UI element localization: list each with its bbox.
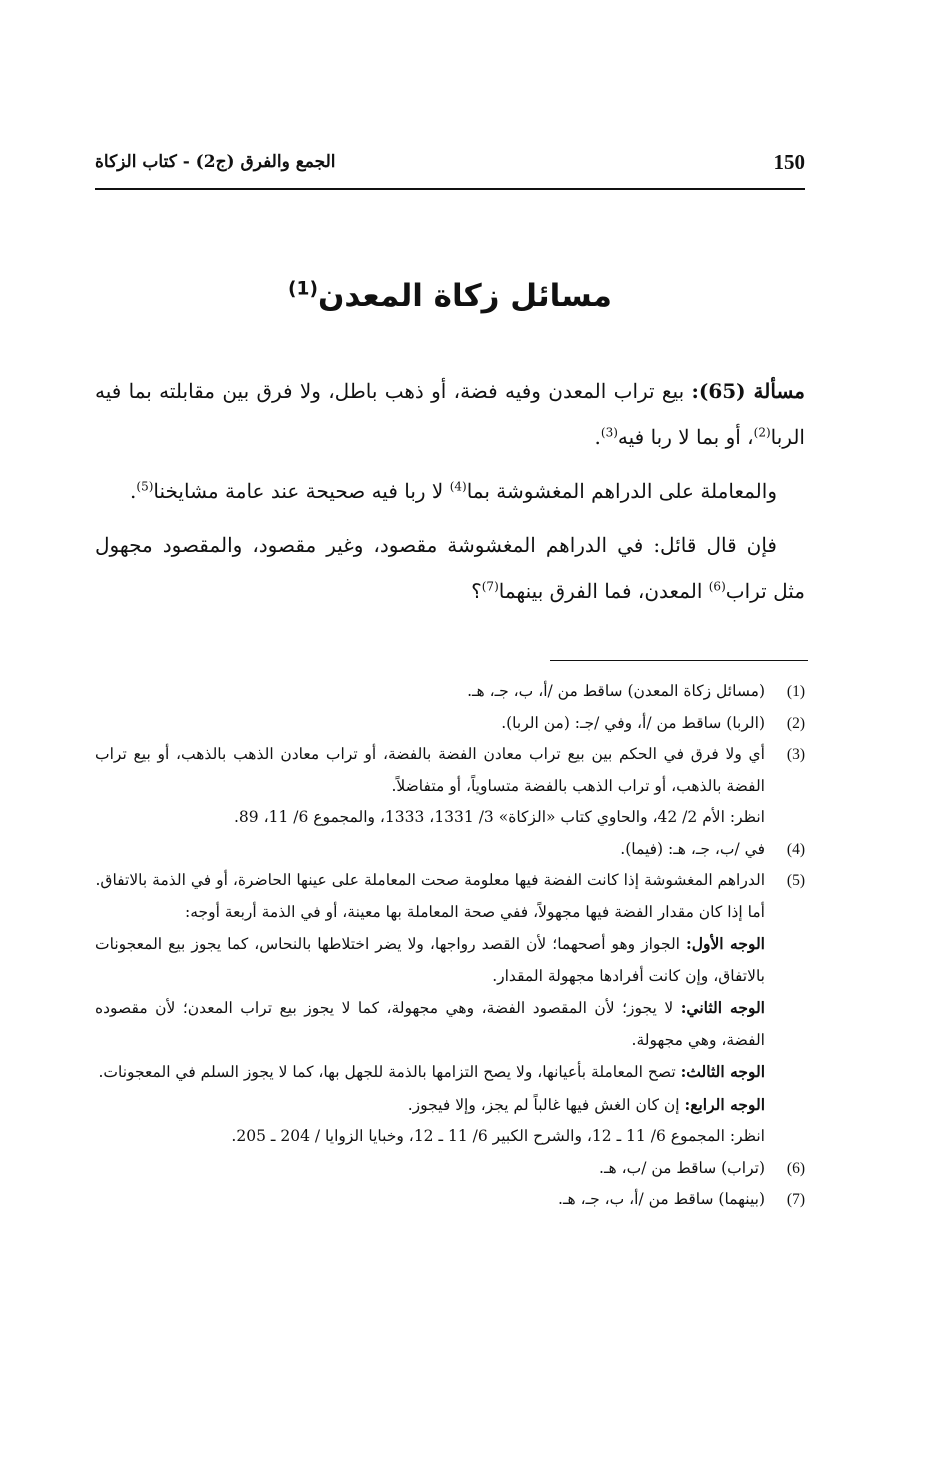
- footnote-line: أما إذا كان مقدار الفضة فيها مجهولاً، ففي صحة المعاملة بها معينة، أو في الذمة أربعة أوجه:: [184, 902, 765, 921]
- wajh-text: الجواز وهو أصحهما؛ لأن القصد رواجها، ولا يضر اختلاطها بالنحاس، كما يجوز بيع المعجونات بالاتفاق، وإن كانت أفرادها مجهولة المقدار.: [95, 935, 765, 985]
- body-text: [95, 368, 805, 622]
- paragraph-text: فإن قال قائل: في الدراهم المغشوشة مقصود، وغير مقصود، والمقصود مجهول مثل تراب: [95, 533, 805, 603]
- wajh-4: [95, 1089, 765, 1122]
- paragraph-text: ؟: [471, 579, 482, 603]
- footnote-text: (الربا) ساقط من /أ، وفي /جـ: (من الربا).: [501, 713, 765, 732]
- running-header: [95, 150, 805, 186]
- footnote-number: (2): [786, 714, 805, 732]
- wajh-label: الوجه الثاني:: [680, 998, 765, 1017]
- wajh-label: الوجه الرابع:: [684, 1094, 765, 1114]
- chapter-title: [95, 278, 805, 314]
- footnote-number: (7): [786, 1191, 805, 1208]
- wajh-text: تصح المعاملة بأعيانها، ولا يصح التزامها بالذمة للجهل بها، كما لا يجوز السلم في المعجونات.: [98, 1063, 681, 1081]
- footnote-separator: [550, 660, 808, 661]
- paragraph-text: لا ربا فيه صحيحة عند عامة مشايخنا: [153, 479, 450, 503]
- footnote-number: (1): [786, 683, 805, 700]
- footnote-text: (بينهما) ساقط من /أ، ب، جـ، هـ.: [558, 1190, 765, 1208]
- footnote-ref: (6): [708, 579, 726, 594]
- masala-label: مسألة (65):: [691, 379, 806, 403]
- wajh-label: الوجه الأول:: [685, 934, 765, 953]
- footnote-reference-line: انظر: المجموع 6/ 11 ـ 12، والشرح الكبير 6/ 11 ـ 12، وخبايا الزوايا / 204 ـ 205.: [231, 1127, 765, 1145]
- paragraph-muamala: [95, 468, 805, 514]
- footnote-line: الدراهم المغشوشة إذا كانت الفضة فيها معلومة صحت المعاملة على عينها الحاضرة، أو في الذمة بالاتفاق.: [95, 871, 765, 889]
- wajh-text: إن كان الغش فيها غالباً لم يجز، وإلا فيجوز.: [407, 1095, 685, 1114]
- paragraph-question: [95, 522, 805, 614]
- footnote-6: [95, 1153, 805, 1185]
- paragraph-masala-65: [95, 368, 805, 460]
- footnote-reference-line: انظر: الأم 2/ 42، والحاوي كتاب «الزكاة» 3/ 1331، 1333، والمجموع 6/ 11، 89.: [233, 808, 765, 826]
- footnote-ref: (7): [481, 579, 499, 594]
- paragraph-text: المعدن، فما الفرق بينهما: [498, 579, 709, 603]
- wajh-2: [95, 992, 765, 1056]
- header-rule: [95, 188, 805, 190]
- paragraph-text: .: [130, 479, 137, 503]
- running-title: الجمع والفرق (ج2) - كتاب الزكاة: [95, 152, 336, 172]
- paragraph-text: بيع تراب المعدن وفيه فضة، أو ذهب باطل، ولا فرق بين مقابلته بما فيه الربا: [95, 379, 805, 449]
- footnote-text: [95, 865, 765, 1153]
- footnote-2: [95, 708, 805, 740]
- footnote-3: [95, 739, 805, 834]
- page-number: 150: [773, 150, 805, 174]
- footnote-number: (3): [786, 746, 805, 763]
- footnote-text: في /ب، جـ، هـ: (فيما).: [620, 839, 765, 858]
- wajh-1: [95, 928, 765, 992]
- footnote-5: [95, 865, 805, 1153]
- footnote-ref: (1): [288, 278, 318, 300]
- footnote-number: (4): [786, 840, 805, 858]
- footnote-number: (5): [786, 872, 805, 889]
- footnote-ref: (2): [753, 425, 771, 440]
- paragraph-text: ، أو بما لا ربا فيه: [617, 425, 754, 449]
- chapter-title-text: مسائل زكاة المعدن: [317, 278, 612, 314]
- paragraph-text: والمعاملة على الدراهم المغشوشة بما: [466, 479, 777, 503]
- footnote-4: [95, 834, 805, 866]
- footnote-number: (6): [786, 1159, 805, 1177]
- footnote-7: [95, 1184, 805, 1216]
- footnote-text: (تراب) ساقط من /ب، هـ.: [599, 1158, 765, 1177]
- footnotes: [95, 676, 805, 1216]
- footnote-text: [95, 739, 765, 834]
- footnote-line: أي ولا فرق في الحكم بين بيع تراب معادن الفضة بالفضة، أو تراب معادن الذهب بالذهب، أو بيع تراب الفضة بالذهب، أو تراب الذهب بالفضة متساوياً، أو متفاضلاً.: [95, 745, 765, 795]
- footnote-ref: (5): [136, 479, 154, 494]
- footnote-text: (مسائل زكاة المعدن) ساقط من /أ، ب، جـ، هـ.: [467, 682, 765, 700]
- footnote-1: [95, 676, 805, 708]
- paragraph-text: .: [594, 425, 601, 449]
- wajh-text: لا يجوز؛ لأن المقصود الفضة، وهي مجهولة، كما لا يجوز بيع تراب المعدن؛ لأن مقصوده الفضة، وهي مجهولة.: [95, 999, 765, 1049]
- footnote-ref: (4): [449, 479, 467, 494]
- wajh-3: [95, 1056, 765, 1089]
- footnote-ref: (3): [600, 425, 618, 440]
- wajh-label: الوجه الثالث:: [680, 1062, 765, 1081]
